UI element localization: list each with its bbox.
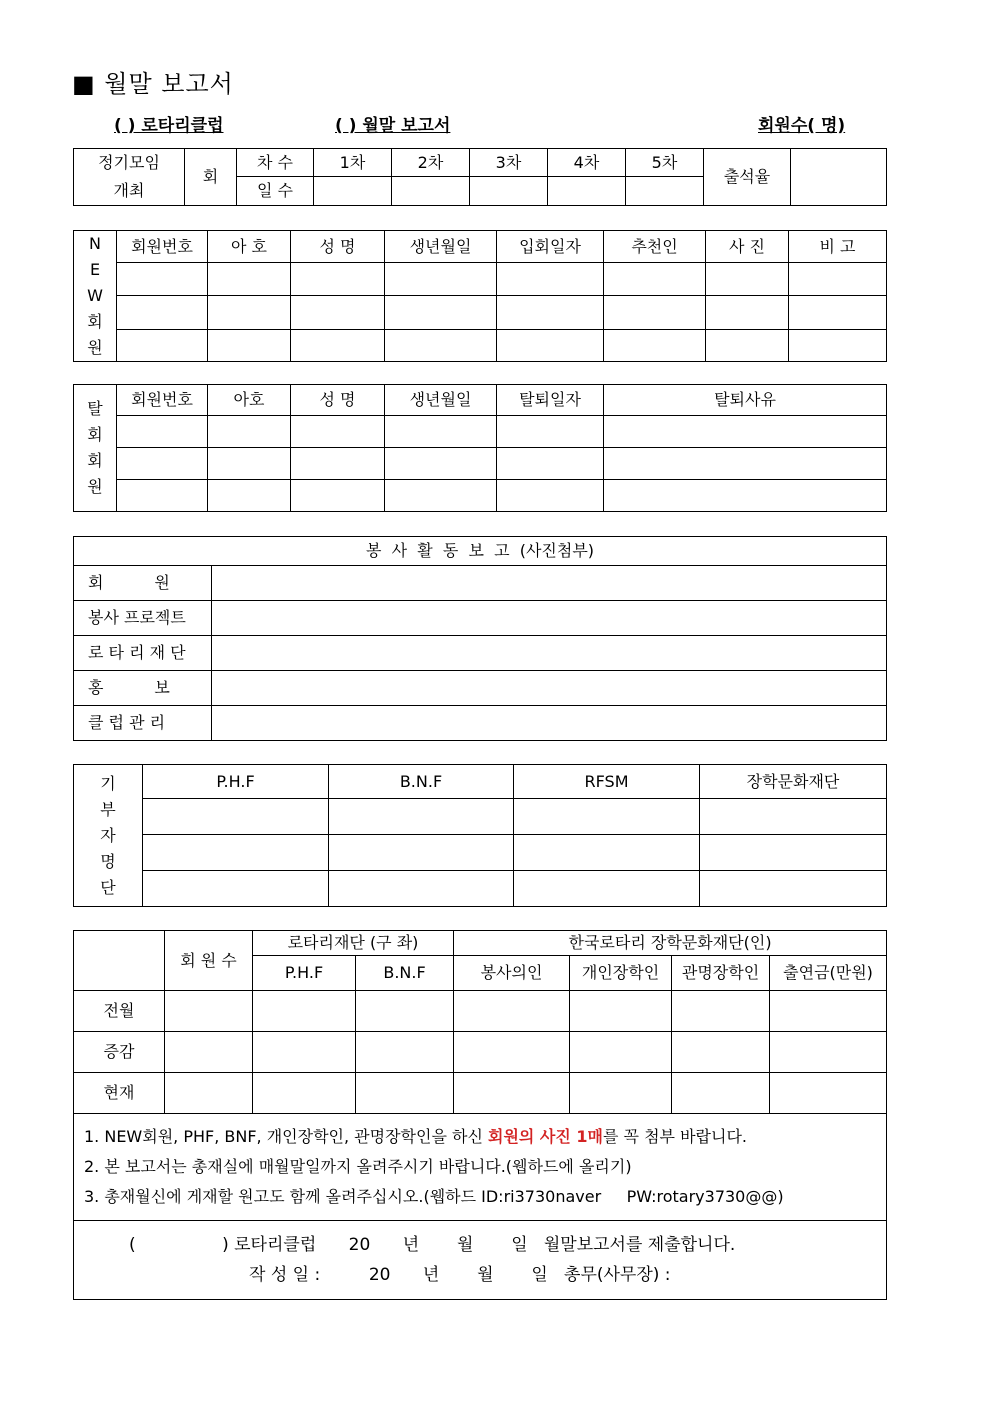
cell[interactable] xyxy=(291,480,385,512)
cell[interactable] xyxy=(165,1032,253,1073)
round-1: 1차 xyxy=(314,149,392,177)
stats-members-label: 회 원 수 xyxy=(165,931,253,991)
side-char: 원 xyxy=(87,338,103,357)
cell[interactable] xyxy=(253,991,356,1032)
round-4: 4차 xyxy=(548,149,626,177)
cell[interactable] xyxy=(253,1032,356,1073)
cell[interactable] xyxy=(356,1073,454,1114)
table-row xyxy=(74,329,887,361)
service-title: 봉 사 활 동 보 고 (사진첨부) xyxy=(74,537,887,566)
days-4[interactable] xyxy=(548,177,626,206)
cell[interactable] xyxy=(329,799,514,835)
service-row-value[interactable] xyxy=(212,671,887,706)
submission-line-1: ( ) 로타리클럽 20 년 월 일 월말보고서를 제출합니다. xyxy=(129,1235,736,1255)
submission-section xyxy=(74,1221,887,1300)
days-label: 일 수 xyxy=(237,177,314,206)
new-members-side-label xyxy=(74,231,117,362)
cell[interactable] xyxy=(291,263,385,296)
member-count-field: 회원수( 명) xyxy=(758,116,846,136)
cell[interactable] xyxy=(208,480,291,512)
attendance-value[interactable] xyxy=(791,149,887,206)
header-scholarship: 장학문화재단 xyxy=(700,765,887,799)
service-row-label-pr: 홍 보 xyxy=(74,671,212,706)
cell[interactable] xyxy=(604,263,706,296)
days-3[interactable] xyxy=(470,177,548,206)
cell[interactable] xyxy=(291,329,385,361)
cell[interactable] xyxy=(770,1032,887,1073)
side-char: 자 xyxy=(100,825,116,845)
header-remarks: 비 고 xyxy=(789,231,887,263)
table-row xyxy=(74,799,887,835)
cell[interactable] xyxy=(117,296,208,329)
notes-section xyxy=(74,1114,887,1221)
header-join-date: 입회일자 xyxy=(497,231,604,263)
stats-row-label-change: 증감 xyxy=(74,1032,165,1073)
page-title: ■ 월말 보고서 xyxy=(72,70,234,98)
cell[interactable] xyxy=(117,480,208,512)
cell[interactable] xyxy=(117,416,208,448)
stats-row-label-current: 현재 xyxy=(74,1073,165,1114)
cell[interactable] xyxy=(514,871,700,907)
meeting-label: 정기모임 개최 xyxy=(74,149,185,206)
cell[interactable] xyxy=(706,296,789,329)
cell[interactable] xyxy=(117,448,208,480)
days-1[interactable] xyxy=(314,177,392,206)
cell[interactable] xyxy=(497,263,604,296)
meeting-times-label: 회 xyxy=(185,149,237,206)
cell[interactable] xyxy=(165,991,253,1032)
header-alias: 아호 xyxy=(208,385,291,416)
cell[interactable] xyxy=(208,448,291,480)
cell[interactable] xyxy=(604,296,706,329)
cell[interactable] xyxy=(770,1073,887,1114)
club-name-field: ( ) 로타리클럽 xyxy=(114,116,224,136)
cell[interactable] xyxy=(329,871,514,907)
cell[interactable] xyxy=(497,329,604,361)
left-members-side-label xyxy=(74,385,117,512)
side-char: 부 xyxy=(100,799,116,819)
cell[interactable] xyxy=(143,799,329,835)
days-5[interactable] xyxy=(626,177,704,206)
cell[interactable] xyxy=(604,448,887,480)
cell[interactable] xyxy=(291,296,385,329)
cell[interactable] xyxy=(497,416,604,448)
cell[interactable] xyxy=(253,1073,356,1114)
side-char: 단 xyxy=(100,877,116,897)
table-row xyxy=(74,1073,887,1114)
service-row-value[interactable] xyxy=(212,636,887,671)
table-row xyxy=(74,991,887,1032)
left-members-table xyxy=(73,384,887,512)
cell[interactable] xyxy=(291,416,385,448)
stats-header-phf: P.H.F xyxy=(253,956,356,991)
cell[interactable] xyxy=(385,416,497,448)
cell[interactable] xyxy=(700,871,887,907)
cell[interactable] xyxy=(117,329,208,361)
cell[interactable] xyxy=(454,1032,570,1073)
cell[interactable] xyxy=(570,1032,672,1073)
side-char: 회 xyxy=(87,425,103,444)
header-phf: P.H.F xyxy=(143,765,329,799)
cell[interactable] xyxy=(570,991,672,1032)
round-5: 5차 xyxy=(626,149,704,177)
cell[interactable] xyxy=(117,263,208,296)
service-row-label-members: 회 원 xyxy=(74,566,212,601)
cell[interactable] xyxy=(385,448,497,480)
service-row-value[interactable] xyxy=(212,566,887,601)
table-row xyxy=(74,296,887,329)
cell[interactable] xyxy=(385,296,497,329)
service-row-label-project: 봉사 프로젝트 xyxy=(74,601,212,636)
donors-side-label xyxy=(74,765,143,907)
header-leave-date: 탈퇴일자 xyxy=(497,385,604,416)
cell[interactable] xyxy=(789,263,887,296)
cell[interactable] xyxy=(570,1073,672,1114)
attendance-label: 출석율 xyxy=(704,149,791,206)
cell[interactable] xyxy=(706,329,789,361)
header-member-no: 회원번호 xyxy=(117,231,208,263)
cell[interactable] xyxy=(497,448,604,480)
stats-corner xyxy=(74,931,165,991)
side-char: 원 xyxy=(87,477,103,496)
cell[interactable] xyxy=(291,448,385,480)
service-table xyxy=(73,536,887,741)
stats-table xyxy=(73,930,887,1300)
cell[interactable] xyxy=(208,296,291,329)
cell[interactable] xyxy=(789,296,887,329)
table-row xyxy=(74,835,887,871)
side-char: 탈 xyxy=(87,399,103,418)
table-row xyxy=(74,263,887,296)
cell[interactable] xyxy=(208,329,291,361)
note-1 xyxy=(84,1122,876,1152)
note-3: 3. 총재월신에 게재할 원고도 함께 올려주십시오.(웹하드 ID:ri3730naver PW:rotary3730@@) xyxy=(84,1187,784,1206)
cell[interactable] xyxy=(497,296,604,329)
cell[interactable] xyxy=(700,799,887,835)
service-row-label-foundation: 로 타 리 재 단 xyxy=(74,636,212,671)
table-row xyxy=(74,871,887,907)
header-member-no: 회원번호 xyxy=(117,385,208,416)
cell[interactable] xyxy=(706,263,789,296)
meeting-table xyxy=(73,148,887,206)
cell[interactable] xyxy=(497,480,604,512)
header-name: 성 명 xyxy=(291,385,385,416)
side-char: 명 xyxy=(100,851,116,871)
cell[interactable] xyxy=(208,263,291,296)
side-char: 회 xyxy=(87,312,103,331)
side-char: 기 xyxy=(100,773,116,793)
header-leave-reason: 탈퇴사유 xyxy=(604,385,887,416)
stats-header-donation: 출연금(만원) xyxy=(770,956,887,991)
cell[interactable] xyxy=(385,329,497,361)
cell[interactable] xyxy=(514,835,700,871)
round-2: 2차 xyxy=(392,149,470,177)
stats-row-label-prev: 전월 xyxy=(74,991,165,1032)
cell[interactable] xyxy=(604,480,887,512)
cell[interactable] xyxy=(208,416,291,448)
cell[interactable] xyxy=(672,1032,770,1073)
stats-scholarship-label: 한국로타리 장학문화재단(인) xyxy=(454,931,887,956)
side-char: E xyxy=(89,260,101,279)
service-row-label-club: 클 럽 관 리 xyxy=(74,706,212,741)
side-char: 회 xyxy=(87,451,103,470)
note-1-text: 1. NEW회원, PHF, BNF, 개인장학인, 관명장학인을 하신 xyxy=(84,1127,488,1146)
cell[interactable] xyxy=(454,1073,570,1114)
stats-header-personal: 개인장학인 xyxy=(570,956,672,991)
days-2[interactable] xyxy=(392,177,470,206)
header-rfsm: RFSM xyxy=(514,765,700,799)
side-char: N xyxy=(89,234,101,253)
header-birthdate: 생년월일 xyxy=(385,385,497,416)
cell[interactable] xyxy=(514,799,700,835)
cell[interactable] xyxy=(789,329,887,361)
header-name: 성 명 xyxy=(291,231,385,263)
service-row-value[interactable] xyxy=(212,601,887,636)
cell[interactable] xyxy=(385,480,497,512)
cell[interactable] xyxy=(700,835,887,871)
header-photo: 사 진 xyxy=(706,231,789,263)
cell[interactable] xyxy=(672,1073,770,1114)
table-row xyxy=(74,416,887,448)
new-members-table xyxy=(73,230,887,362)
cell[interactable] xyxy=(770,991,887,1032)
report-month-field: ( ) 월말 보고서 xyxy=(335,116,451,136)
cell[interactable] xyxy=(604,329,706,361)
cell[interactable] xyxy=(454,991,570,1032)
cell[interactable] xyxy=(672,991,770,1032)
note-1-text-end: 를 꼭 첨부 바랍니다. xyxy=(603,1127,747,1146)
stats-header-service: 봉사의인 xyxy=(454,956,570,991)
table-row xyxy=(74,448,887,480)
side-char: W xyxy=(87,286,103,305)
stats-foundation-label: 로타리재단 (구 좌) xyxy=(253,931,454,956)
note-1-highlight: 회원의 사진 1매 xyxy=(487,1127,603,1146)
cell[interactable] xyxy=(165,1073,253,1114)
donors-table xyxy=(73,764,887,907)
stats-header-named: 관명장학인 xyxy=(672,956,770,991)
cell[interactable] xyxy=(356,1032,454,1073)
header-birthdate: 생년월일 xyxy=(385,231,497,263)
cell[interactable] xyxy=(385,263,497,296)
header-recommender: 추천인 xyxy=(604,231,706,263)
cell[interactable] xyxy=(143,871,329,907)
service-row-value[interactable] xyxy=(212,706,887,741)
round-label: 차 수 xyxy=(237,149,314,177)
cell[interactable] xyxy=(329,835,514,871)
submission-line-2: 작 성 일 : 20 년 월 일 총무(사무장) : xyxy=(249,1265,671,1285)
header-bnf: B.N.F xyxy=(329,765,514,799)
cell[interactable] xyxy=(356,991,454,1032)
round-3: 3차 xyxy=(470,149,548,177)
stats-header-bnf: B.N.F xyxy=(356,956,454,991)
note-2: 2. 본 보고서는 총재실에 매월말일까지 올려주시기 바랍니다.(웹하드에 올리기) xyxy=(84,1157,632,1176)
cell[interactable] xyxy=(604,416,887,448)
table-row xyxy=(74,1032,887,1073)
cell[interactable] xyxy=(143,835,329,871)
table-row xyxy=(74,480,887,512)
header-alias: 아 호 xyxy=(208,231,291,263)
